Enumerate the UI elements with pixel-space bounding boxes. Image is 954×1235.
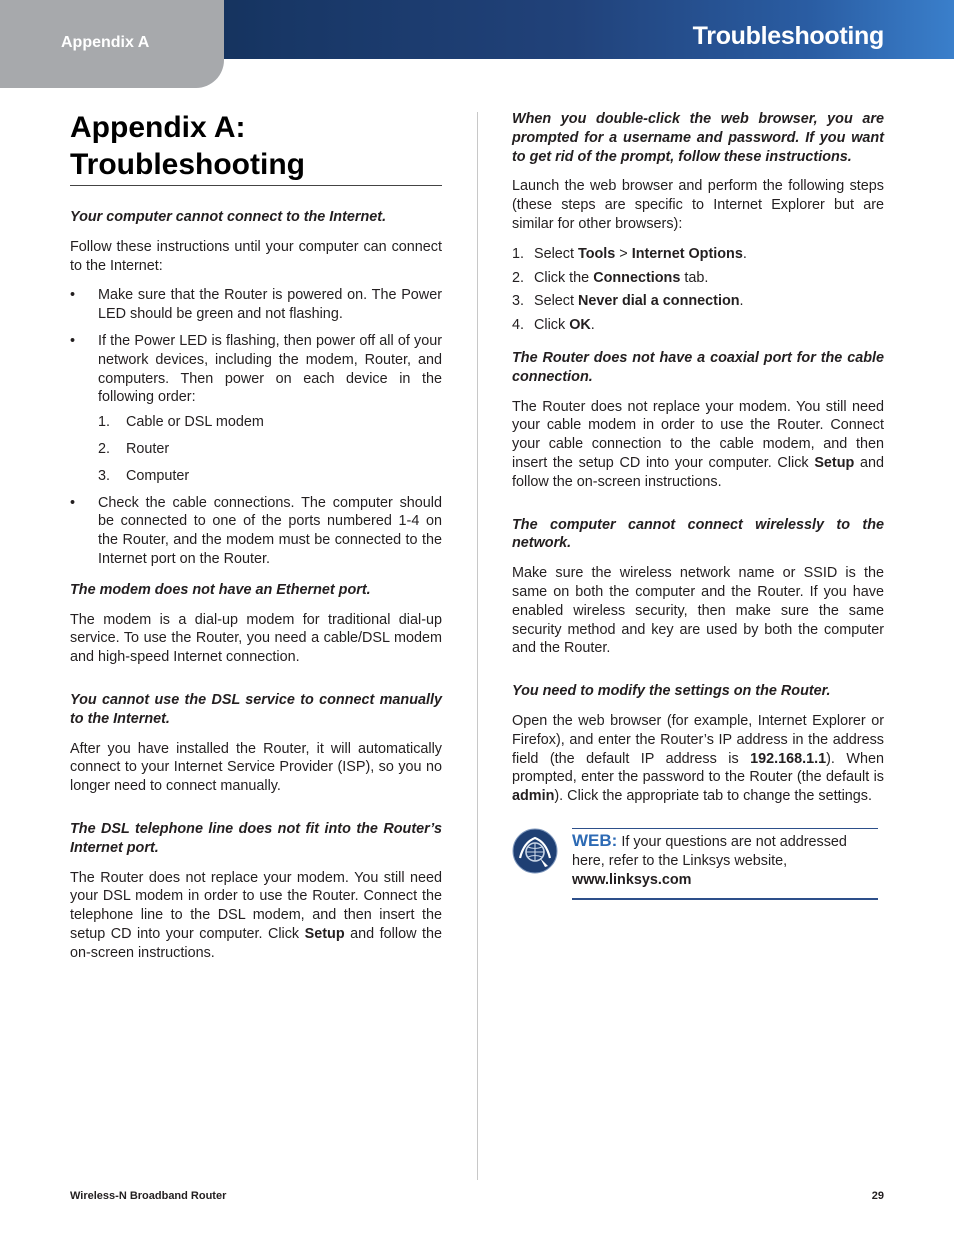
- page-title-line2: Troubleshooting: [70, 148, 305, 181]
- question-dsl-line: The DSL telephone line does not fit into the Router’s Internet port.: [70, 820, 442, 856]
- answer-no-ethernet: The modem is a dial-up modem for traditional dial-up service. To use the Router, you need a cable/DSL modem and high-speed Internet connection.: [70, 611, 442, 666]
- header-tab: [0, 0, 224, 88]
- question-dsl-manual: You cannot use the DSL service to connect manually to the Internet.: [70, 691, 442, 727]
- footer-product: Wireless-N Broadband Router: [70, 1190, 227, 1202]
- right-column: [512, 110, 884, 896]
- answer-no-internet-intro: Follow these instructions until your computer can connect to the Internet:: [70, 238, 442, 274]
- linksys-website-link[interactable]: www.linksys.com: [572, 871, 692, 888]
- web-callout: [512, 828, 884, 896]
- no-internet-checklist: [70, 286, 442, 568]
- list-item: • Make sure that the Router is powered on. The Power LED should be green and not flashing.: [70, 286, 442, 324]
- answer-wireless: Make sure the wireless network name or SSID is the same on both the computer and the Router. If you have enabled wireless security, then make sure the same security method and key are used by both the computer and the Router.: [512, 565, 884, 657]
- answer-dsl-line: The Router does not replace your modem. You still need your DSL modem in order to use the Router. Connect the telephone line to the DSL modem, and then insert the setup CD into your computer. Click Setup and follow the on-screen instructions.: [70, 869, 442, 961]
- page-title-line1: Appendix A:: [70, 111, 246, 144]
- answer-modify-settings: Open the web browser (for example, Internet Explorer or Firefox), and enter the Router’s IP address in the address field (the default IP address is 192.168.1.1). When prompted, enter the password to the Router (the default is admin). Click the appropriate tab to change the settings.: [512, 712, 884, 805]
- list-item: 3. Computer: [98, 467, 190, 484]
- list-item: • Check the cable connections. The computer should be connected to one of the ports numbered 1-4 on the Router, and the modem must be connected to the Internet port on the Router.: [70, 494, 442, 569]
- page-header: [0, 0, 954, 88]
- question-no-ethernet: The modem does not have an Ethernet port.: [70, 581, 371, 598]
- list-item: 1. Cable or DSL modem: [98, 414, 264, 431]
- power-on-order: [98, 413, 442, 485]
- globe-icon: [512, 828, 558, 874]
- web-callout-text: WEB: If your questions are not addressed here, refer to the Linksys website, www.linksys.com: [572, 828, 878, 900]
- list-item: 2. Router: [98, 440, 170, 457]
- page-title: [70, 109, 442, 186]
- browser-steps: [512, 245, 884, 335]
- web-label: WEB:: [572, 830, 618, 850]
- left-column: [70, 110, 442, 974]
- list-item: • If the Power LED is flashing, then power off all of your network devices, including the modem, Router, and computers. Then power on each device in the following order: 1. Cable or DSL modem 2. Router 3. Computer: [70, 332, 442, 486]
- question-modify-settings: You need to modify the settings on the Router.: [512, 683, 831, 700]
- list-item: 1. Select Tools > Internet Options.: [512, 245, 747, 262]
- list-item: 3. Select Never dial a connection.: [512, 293, 744, 310]
- footer-page-number: 29: [871, 1190, 884, 1202]
- question-browser-prompt: When you double-click the web browser, you are prompted for a username and password. If you want to get rid of the prompt, follow these instructions.: [512, 111, 884, 165]
- column-divider: [477, 112, 478, 1180]
- section-title: Troubleshooting: [692, 22, 884, 50]
- question-wireless: The computer cannot connect wirelessly to the network.: [512, 516, 884, 552]
- question-coaxial: The Router does not have a coaxial port for the cable connection.: [512, 349, 884, 385]
- list-item: 2. Click the Connections tab.: [512, 269, 709, 286]
- answer-dsl-manual: After you have installed the Router, it will automatically connect to your Internet Service Provider (ISP), so you no longer need to connect manually.: [70, 740, 442, 795]
- answer-browser-prompt-intro: Launch the web browser and perform the following steps (these steps are specific to Internet Explorer but are similar for other browsers):: [512, 178, 884, 232]
- question-no-internet: Your computer cannot connect to the Internet.: [70, 209, 387, 225]
- header-tab-label: Appendix A: [61, 34, 150, 51]
- list-item: 4. Click OK.: [512, 317, 595, 334]
- answer-coaxial: The Router does not replace your modem. You still need your cable modem in order to use the Router. Connect your cable connection to the cable modem, and then insert the setup CD into your computer. Click Setup and follow the on-screen instructions.: [512, 398, 885, 490]
